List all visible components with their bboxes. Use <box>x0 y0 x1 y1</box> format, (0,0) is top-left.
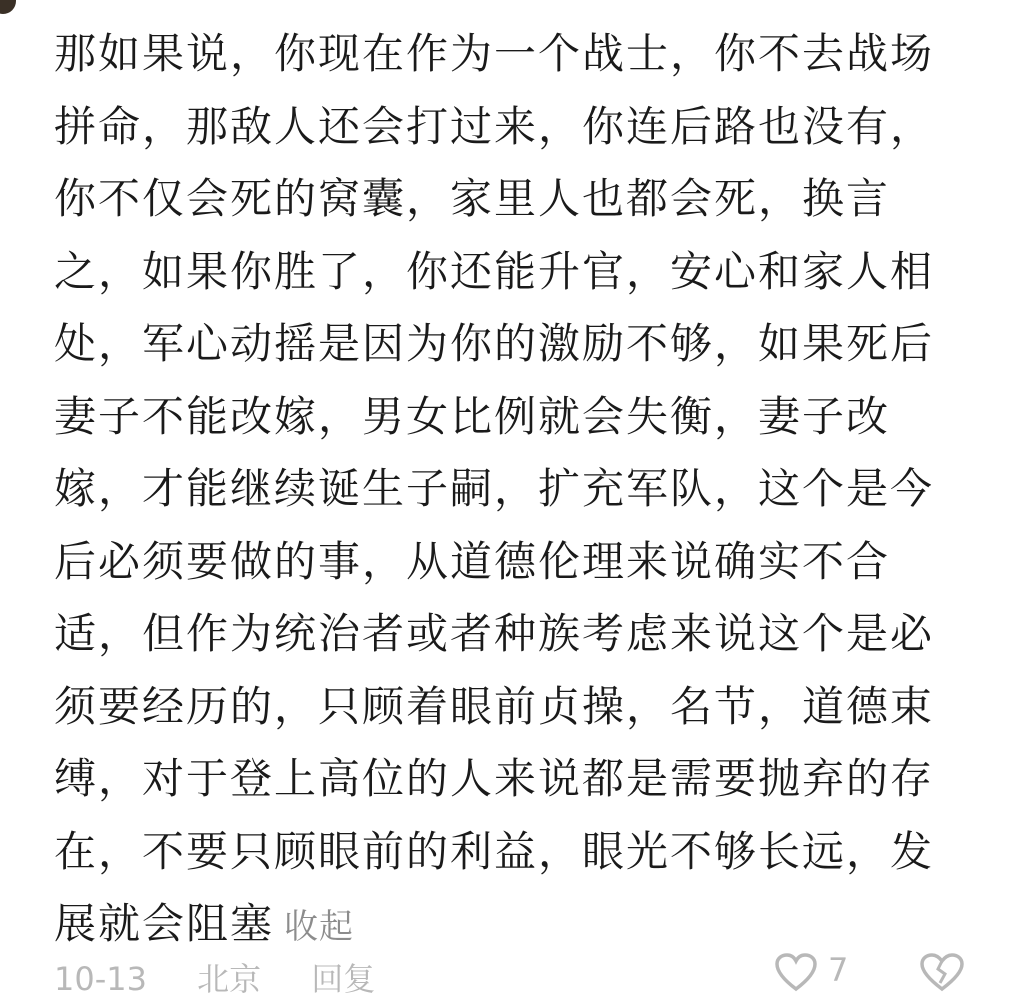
dislike-button[interactable] <box>918 952 966 996</box>
like-count: 7 <box>828 951 849 989</box>
comment-line: 之，如果你胜了，你还能升官，安心和家人相 <box>54 246 935 296</box>
comment-last-line <box>54 888 964 961</box>
comment-line: 缚，对于登上高位的人来说都是需要抛弃的存 <box>54 754 935 803</box>
comment-line: 在，不要只顾眼前的利益，眼光不够长远，发 <box>54 826 935 876</box>
collapse-button[interactable]: 收起 <box>284 907 355 947</box>
comment-line: 处，军心动摇是因为你的激励不够，如果死后 <box>54 319 935 368</box>
heart-icon <box>774 952 818 992</box>
comment-location: 北京 <box>197 960 262 998</box>
comment-line: 后必须要做的事，从道德伦理来说确实不合 <box>54 536 891 586</box>
avatar[interactable] <box>0 0 16 14</box>
like-button[interactable] <box>774 952 848 992</box>
comment-line: 那如果说，你现在作为一个战士，你不去战场 <box>54 29 935 78</box>
comment-meta <box>54 954 415 1000</box>
comment-line-text: 展就会阻塞 <box>54 899 275 948</box>
comment-line: 拼命，那敌人还会打过来，你连后路也没有， <box>54 101 935 151</box>
comment-body <box>54 18 964 961</box>
comment-line: 你不仅会死的窝囊，家里人也都会死，换言 <box>54 174 891 223</box>
comment-line: 嫁，才能继续诞生子嗣，扩充军队，这个是今 <box>54 464 935 513</box>
broken-heart-icon <box>918 952 966 992</box>
comment-line: 适，但作为统治者或者种族考虑来说这个是必 <box>54 609 935 658</box>
reply-button[interactable]: 回复 <box>311 960 376 998</box>
comment-line: 须要经历的，只顾着眼前贞操，名节，道德束 <box>54 681 935 731</box>
comment-date: 10-13 <box>54 960 147 998</box>
comment-line: 妻子不能改嫁，男女比例就会失衡，妻子改 <box>54 391 891 441</box>
